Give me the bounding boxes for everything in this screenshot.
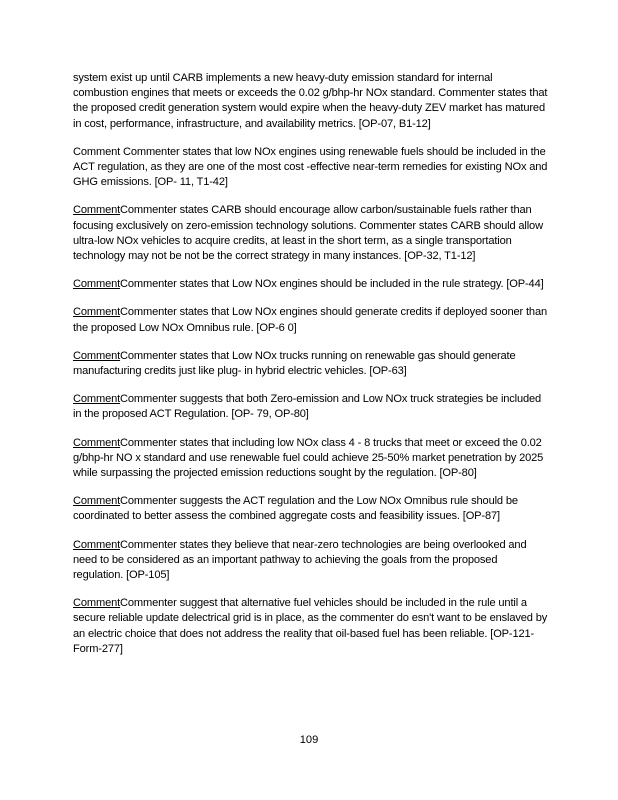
comment-text: Commenter states CARB should encourage allow carbon/sustainable fuels rather than focusing exclusively on zero-emission technology solutions. Commenter states CARB should allow ultra-low NOx vehicles to acquire credits, at least in the short term, as a single transportation technology may not be not be the correct strategy in many instances. [OP-32, T1-12] <box>73 204 543 263</box>
comment-paragraph-10 <box>73 596 548 657</box>
comment-paragraph-8 <box>73 494 548 524</box>
comment-paragraph-7 <box>73 436 548 482</box>
comment-text: Commenter states they believe that near-zero technologies are being overlooked and need to be considered as an important pathway to achieving the goals from the proposed regulation. [OP-105] <box>73 538 527 582</box>
comment-label: Comment <box>73 393 121 406</box>
comment-text: Commenter states that Low NOx engines should be included in the rule strategy. [OP-44] <box>120 278 544 291</box>
comment-paragraph-5 <box>73 349 548 379</box>
document-body <box>73 71 548 670</box>
comment-paragraph-9 <box>73 538 548 584</box>
comment-paragraph-3 <box>73 277 548 292</box>
comment-label: Comment <box>73 349 121 362</box>
comment-label: Comment <box>73 306 121 319</box>
comment-label: Comment <box>73 538 121 551</box>
comment-paragraph-1 <box>73 145 548 191</box>
comment-text: Commenter states that including low NOx class 4 - 8 trucks that meet or exceed the 0.02 g/bhp-hr NO x standard and use renewable fuel could achieve 25-50% market penetration by 2025 while surpassing the projected emission reductions sought by the regulation. [OP-80] <box>73 436 544 480</box>
comment-text: Commenter suggest that alternative fuel vehicles should be included in the rule until a secure reliable update delectrical grid is in place, as the commenter do esn't want to be enslaved by an electric choice that does not address the reality that oil-based fuel has been reliable. [OP-121-Form-277] <box>73 597 548 655</box>
comment-text: Commenter states that Low NOx trucks running on renewable gas should generate manufacturing credits just like plug- in hybrid electric vehicles. [OP-63] <box>73 349 516 378</box>
page-number: 109 <box>299 734 319 746</box>
comment-label: Comment <box>73 278 121 291</box>
comment-paragraph-4 <box>73 305 548 335</box>
comment-paragraph-2 <box>73 203 548 264</box>
comment-label: Comment <box>73 204 121 217</box>
comment-text: Commenter suggests the ACT regulation and the Low NOx Omnibus rule should be coordinated to better assess the combined aggregate costs and feasibility issues. [OP-87] <box>73 495 518 523</box>
comment-text: Commenter states that Low NOx engines should generate credits if deployed sooner than the proposed Low NOx Omnibus rule. [OP-6 0] <box>73 306 547 334</box>
comment-label: Comment <box>73 495 121 508</box>
comment-text: Commenter suggests that both Zero-emission and Low NOx truck strategies be included in the proposed ACT Regulation. [OP- 79, OP-80] <box>73 393 542 421</box>
comment-paragraph-6 <box>73 392 548 422</box>
comment-label: Comment <box>73 436 121 449</box>
comment-label: Comment <box>73 597 121 610</box>
comment-text: Comment Commenter states that low NOx engines using renewable fuels should be included in the ACT regulation, as they are one of the most cost -effective near-term remedies for existing NOx and GHG emissions. [OP- 11, T1-42] <box>73 145 548 189</box>
continuation-paragraph: system exist up until CARB implements a new heavy-duty emission standard for internal combustion engines that meets or exceeds the 0.02 g/bhp-hr NOx standard. Commenter states that the proposed credit generation system would expire when the heavy-duty ZEV market has matured in cost, performance, infrastructure, and availability metrics. [OP-07, B1-12] <box>73 72 548 130</box>
